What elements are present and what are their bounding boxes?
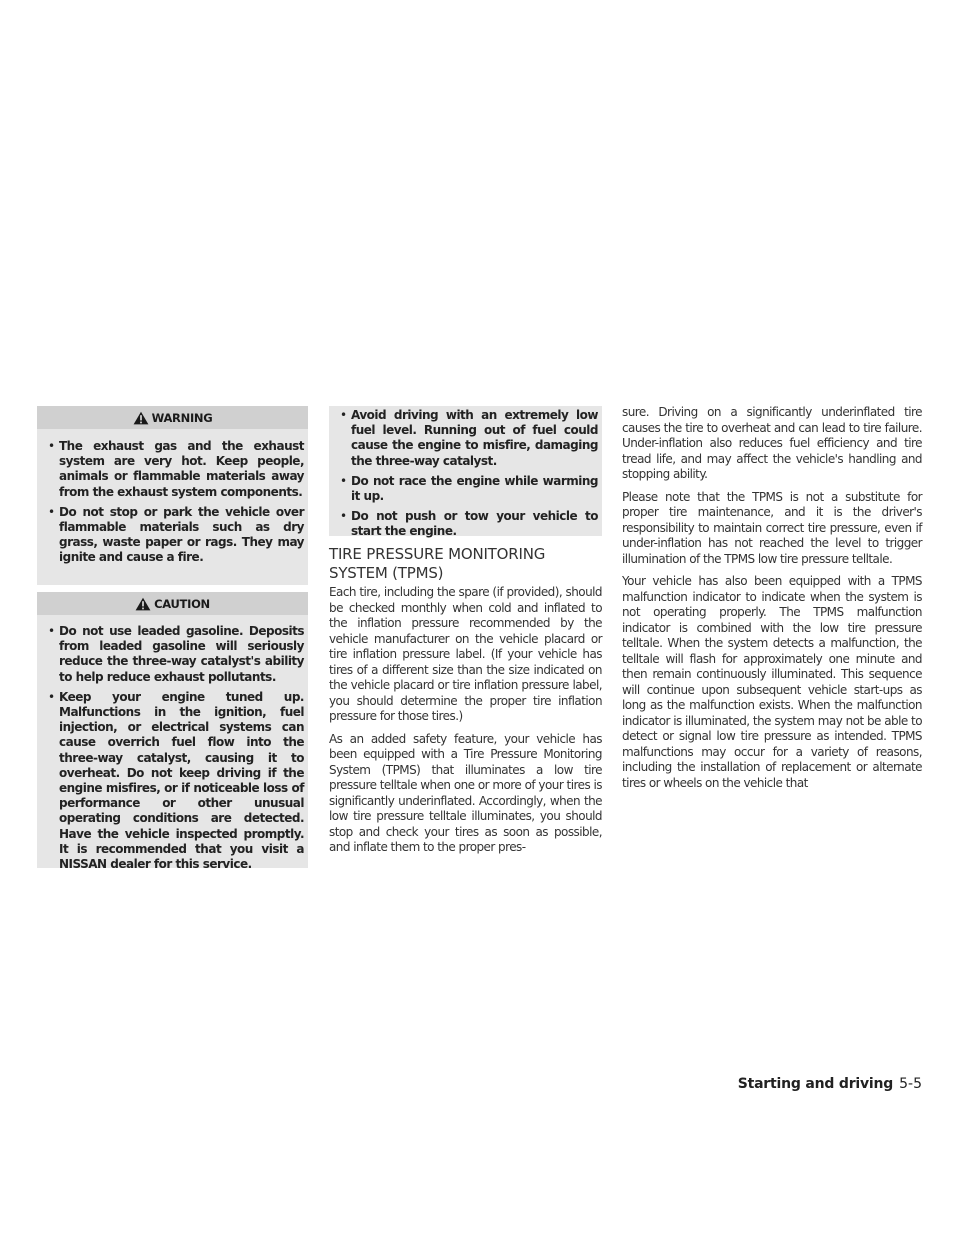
tpms-body-right [622,405,922,798]
warning-continued-box [329,406,602,539]
warning-list [45,439,304,566]
page-number: 5-5 [899,1076,922,1092]
caution-header [37,592,308,615]
caution-title: CAUTION [154,596,210,611]
warning-item: • Do not stop or park the vehicle over flammable materials such as dry grass, waste paper or rags. They may ignite and cause a fire. [45,505,304,566]
caution-triangle-icon [135,597,151,611]
caution-item: • Keep your engine tuned up. Malfunctions in the ignition, fuel injection, or electrical systems can cause overrich fuel flow into the three-way catalyst, causing it to overheat. Do not keep driving if the engine misfires, or if noticeable loss of performance or other unusual operating conditions are detected. Have the vehicle inspected promptly. It is recommended that you visit a NISSAN dealer for this service. [45,690,304,872]
warning-item: • Do not push or tow your vehicle to start the engine. [337,509,598,539]
tpms-section-title [329,545,602,583]
warning-header [37,406,308,429]
warning-continued-list [337,408,598,540]
body-paragraph: Each tire, including the spare (if provided), should be checked monthly when cold and inflated to the inflation pressure recommended by the vehicle manufacturer on the vehicle placard or tire inflation pressure label. (If your vehicle has tires of a different size than the size indicated on the vehicle placard or tire inflation pressure label, you should determine the proper tire inflation pressure for those tires.) [329,585,602,723]
tpms-body-middle [329,585,602,863]
tpms-title-line2: SYSTEM (TPMS) [329,564,444,582]
body-paragraph: As an added safety feature, your vehicle has been equipped with a Tire Pressure Monitoring System (TPMS) that illuminates a low tire pressure telltale when one or more of your tires is significantly underinflated. Accordingly, when the low tire pressure telltale illuminates, you should stop and check your tires as soon as possible, and inflate them to the proper pres- [329,731,602,854]
footer-section-title: Starting and driving [737,1076,894,1092]
warning-item: • Avoid driving with an extremely low fuel level. Running out of fuel could cause the engine to misfire, damaging the three-way catalyst. [337,408,598,469]
tpms-title-line1: TIRE PRESSURE MONITORING [329,545,546,563]
warning-item: • Do not race the engine while warming it up. [337,474,598,504]
warning-box [37,406,308,585]
warning-title: WARNING [151,410,213,425]
caution-list [45,624,304,872]
page-footer [717,1076,922,1092]
body-paragraph: sure. Driving on a significantly underinflated tire causes the tire to overheat and can lead to tire failure. Under-inflation also reduces fuel efficiency and tire tread life, and may affect the vehicle's handling and stopping ability. [622,405,922,481]
body-paragraph: Your vehicle has also been equipped with a TPMS malfunction indicator to indicate when the system is not operating properly. The TPMS malfunction indicator is combined with the low tire pressure telltale. When the system detects a malfunction, the telltale will flash for approximately one minute and then remain continuously illuminated. This sequence will continue upon subsequent vehicle start-ups as long as the malfunction exists. When the malfunction indicator is illuminated, the system may not be able to detect or signal low tire pressure as intended. TPMS malfunctions may occur for a variety of reasons, including the installation of replacement or alternate tires or wheels on the vehicle that [622,574,922,790]
warning-triangle-icon [133,411,149,425]
caution-item: • Do not use leaded gasoline. Deposits from leaded gasoline will seriously reduce the three-way catalyst's ability to help reduce exhaust pollutants. [45,624,304,685]
caution-box [37,592,308,872]
body-paragraph: Please note that the TPMS is not a substitute for proper tire maintenance, and it is the driver's responsibility to maintain correct tire pressure, even if under-inflation has not reached the level to trigger illumination of the TPMS low tire pressure telltale. [622,489,922,566]
warning-item: • The exhaust gas and the exhaust system are very hot. Keep people, animals or flammable materials away from the exhaust system components. [45,439,304,500]
